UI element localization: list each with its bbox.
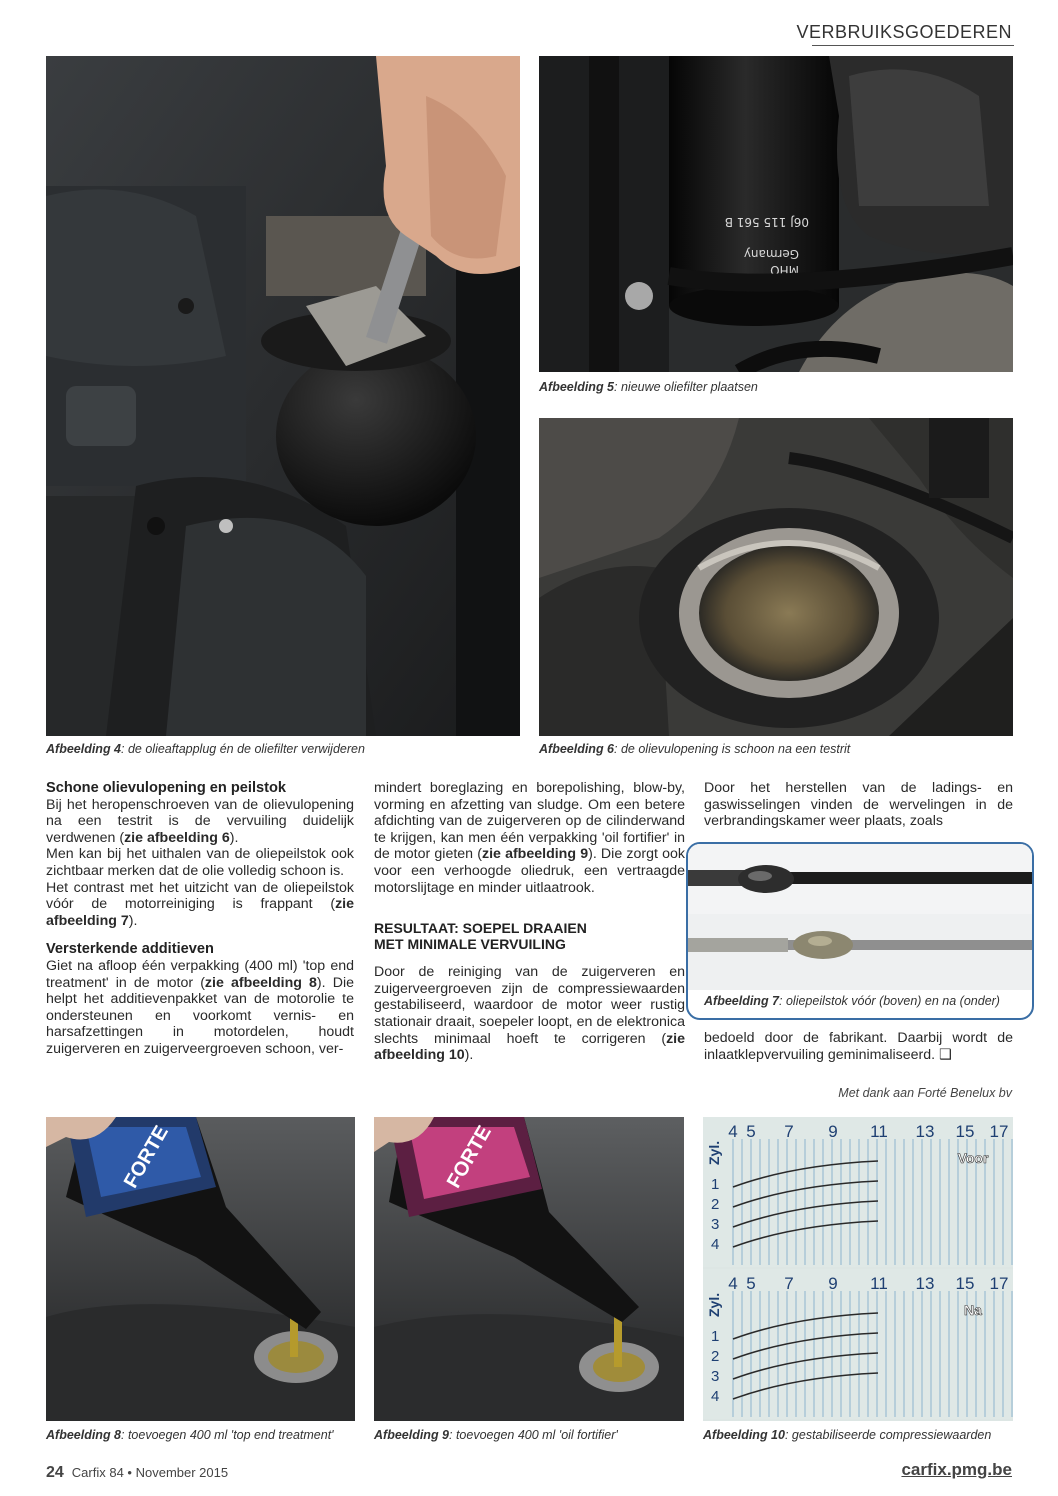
scale-tick-label: 15 — [955, 1274, 975, 1293]
scale-tick-label: 11 — [870, 1122, 888, 1141]
caption-afbeelding-8: Afbeelding 8: toevoegen 400 ml 'top end treatment' — [46, 1428, 334, 1442]
heading-versterkende-additieven: Versterkende additieven — [46, 941, 214, 958]
bottle-label-8: FORTE — [119, 1122, 173, 1192]
scale-tick-label: 5 — [746, 1122, 756, 1141]
scale-tick-label: 15 — [955, 1122, 975, 1141]
footer-url-link[interactable]: carfix.pmg.be — [901, 1460, 1012, 1479]
cylinder-label: 2 — [711, 1196, 720, 1213]
paragraph: Bij het heropenschroeven van de olievulopening na een testrit is de vervuiling duidelijk verdwenen (zie afbeelding 6). — [46, 796, 354, 846]
scale-tick-label: 9 — [828, 1274, 838, 1293]
caption-afbeelding-10: Afbeelding 10: gestabiliseerde compressiewaarden — [703, 1428, 992, 1442]
scale-tick-label: 13 — [915, 1122, 935, 1141]
cylinder-label: 4 — [711, 1388, 720, 1405]
scale-tick-label: 4 — [728, 1274, 738, 1293]
photo-afbeelding-8 — [46, 1117, 355, 1421]
caption-afbeelding-7: Afbeelding 7: oliepeilstok vóór (boven) en na (onder) — [704, 994, 1000, 1008]
paragraph: mindert boreglazing en borepolishing, blow-by, vorming en afzetting van sludge. Om een betere afdichting van de zuigerveren op de cilinderwand te krijgen, kan men één verpakking 'oil fortifier' in de motor gieten (zie afbeelding 9). Die zorgt ook voor een verhoogde oliedruk, een vertraagde motorslijtage en minder uitlaatrook. — [374, 780, 685, 896]
svg-text:Germany: Germany — [743, 247, 799, 261]
paragraph: Door het herstellen van de ladings- en gaswisselingen vinden de wervelingen in de verbrandingskamer weer plaats, zoals — [704, 780, 1013, 830]
compression-chart-svg — [703, 1117, 1013, 1421]
photo-afbeelding-4 — [46, 56, 520, 736]
heading-schone-olievulopening: Schone olievulopening en peilstok — [46, 780, 287, 796]
cylinder-label: 3 — [711, 1216, 720, 1233]
caption-afbeelding-4: Afbeelding 4: de olieaftapplug én de oliefilter verwijderen — [46, 742, 365, 756]
bottle-label-9: FORTE — [442, 1122, 496, 1192]
photo-afbeelding-6 — [539, 418, 1013, 736]
svg-text:MHO: MHO — [770, 263, 799, 277]
section-label: VERBRUIKSGOEDEREN — [796, 22, 1012, 42]
issue-info: Carfix 84 • November 2015 — [71, 1465, 229, 1480]
credits: Met dank aan Forté Benelux bv — [838, 1086, 1012, 1100]
cylinder-label: 1 — [711, 1328, 720, 1345]
paragraph: Het contrast met het uitzicht van de oliepeilstok vóór de motorreiniging is frappant (zie afbeelding 7). — [46, 879, 354, 929]
panel-label: Na — [964, 1302, 982, 1318]
compression-chart-afbeelding-10 — [703, 1117, 1013, 1421]
cylinder-label: 4 — [711, 1236, 720, 1253]
cylinder-label: 3 — [711, 1368, 720, 1385]
scale-tick-label: 7 — [784, 1274, 794, 1293]
scale-tick-label: 11 — [870, 1274, 888, 1293]
scale-tick-label: 7 — [784, 1122, 794, 1141]
panel-label: Voor — [957, 1150, 989, 1166]
caption-afbeelding-5: Afbeelding 5: nieuwe oliefilter plaatsen — [539, 380, 758, 394]
caption-afbeelding-9: Afbeelding 9: toevoegen 400 ml 'oil fortifier' — [374, 1428, 618, 1442]
cylinder-label: 2 — [711, 1348, 720, 1365]
scale-tick-label: 4 — [728, 1122, 738, 1141]
section-rule — [812, 45, 1014, 46]
paragraph: Giet na afloop één verpakking (400 ml) 'top end treatment' in de motor (zie afbeelding 8). Die helpt het additievenpakket van de motorolie te ondersteunen en voorkomt vernis- en harsafzettingen in motordelen, houdt zuigerveren en zuigerveergroeven schoon, ver- — [46, 957, 354, 1057]
article-column-1 — [46, 780, 354, 1058]
caption-afbeelding-6: Afbeelding 6: de olievulopening is schoon na een testrit — [539, 742, 851, 756]
page-number: 24 — [46, 1464, 64, 1481]
cylinder-label: 1 — [711, 1176, 720, 1193]
heading-resultaat: RESULTAAT: SOEPEL DRAAIEN MET MINIMALE VERVUILING — [374, 920, 587, 953]
svg-text:06J 115 561 B: 06J 115 561 B — [724, 215, 809, 229]
article-column-2 — [374, 780, 685, 1064]
paragraph: Door de reiniging van de zuigerveren en zuigerveergroeven zijn de compressiewaarden gestabiliseerd, waardoor de motor weer rustig stationair draait, soepeler loopt, en de elektronica slechts minimaal hoeft te corrigeren (zie afbeelding 10). — [374, 964, 685, 1064]
inset-afbeelding-7 — [686, 842, 1034, 1020]
scale-tick-label: 17 — [989, 1122, 1009, 1141]
photo-afbeelding-9 — [374, 1117, 684, 1421]
article-column-3 — [704, 780, 1013, 830]
article-column-3-continued — [704, 1030, 1013, 1063]
photo-afbeelding-5 — [539, 56, 1013, 372]
paragraph: bedoeld door de fabrikant. Daarbij wordt de inlaatklepvervuiling geminimaliseerd. ❑ — [704, 1030, 1013, 1063]
paragraph: Men kan bij het uithalen van de oliepeilstok ook zichtbaar merken dat de olie volledig schoon is. — [46, 846, 354, 879]
footer-issue — [46, 1464, 228, 1482]
axis-label: Zyl. — [706, 1140, 722, 1165]
scale-tick-label: 17 — [989, 1274, 1009, 1293]
scale-tick-label: 13 — [915, 1274, 935, 1293]
axis-label: Zyl. — [706, 1292, 722, 1317]
scale-tick-label: 9 — [828, 1122, 838, 1141]
scale-tick-label: 5 — [746, 1274, 756, 1293]
